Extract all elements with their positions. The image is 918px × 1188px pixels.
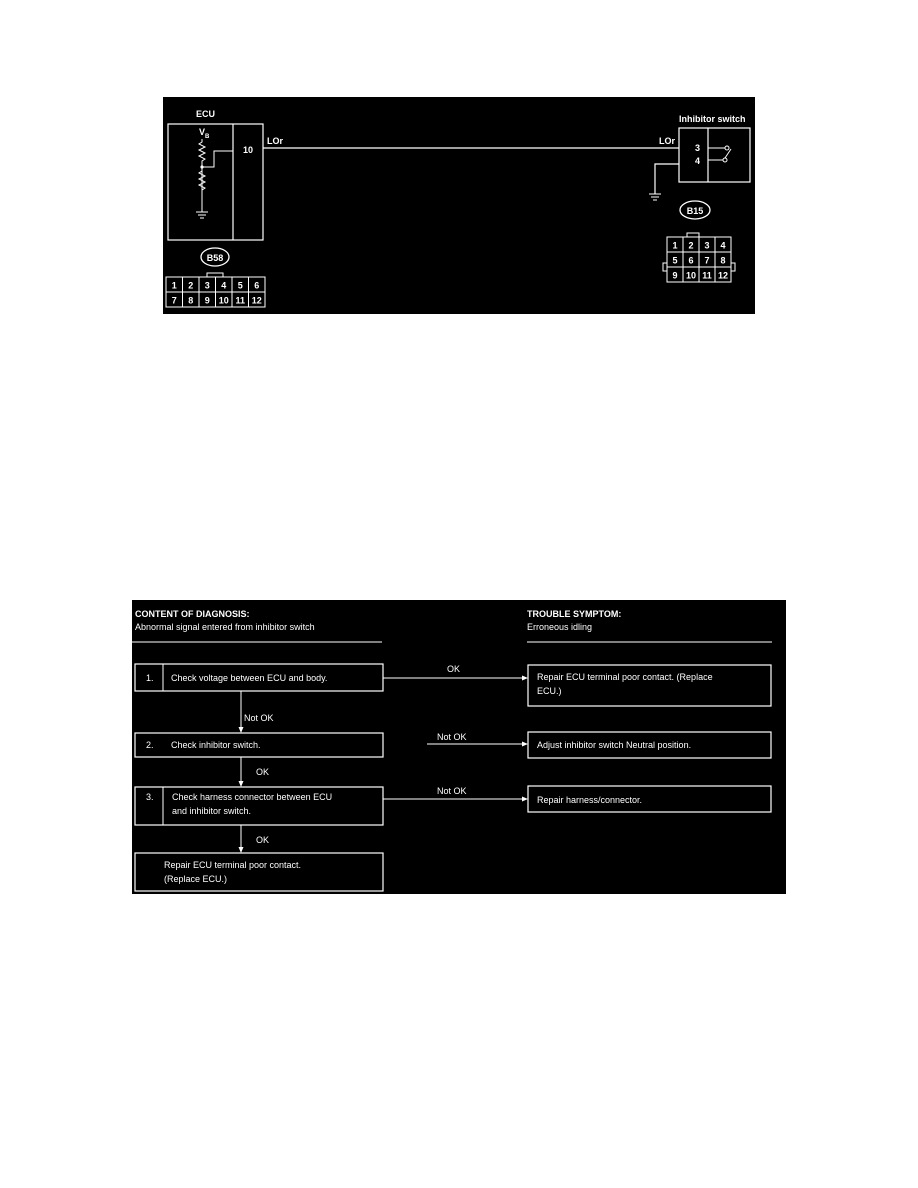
connector-b58-name: B58 bbox=[206, 253, 224, 263]
switch-pin-4: 4 bbox=[695, 156, 701, 166]
switch-contact-icon bbox=[708, 146, 731, 162]
branch-label: Not OK bbox=[437, 786, 467, 796]
switch-pin-3: 3 bbox=[695, 143, 701, 153]
connector-pin-number: 2 bbox=[188, 280, 194, 291]
arrow-down bbox=[239, 825, 244, 853]
symptom-heading: TROUBLE SYMPTOM: bbox=[527, 609, 622, 619]
connector-pin-number: 3 bbox=[204, 280, 210, 291]
wiring-diagram-panel bbox=[163, 97, 755, 314]
connector-pin-number: 4 bbox=[221, 280, 227, 291]
diagnosis-flowchart bbox=[132, 600, 786, 894]
final-text: (Replace ECU.) bbox=[164, 874, 228, 884]
connector-pin-number: 7 bbox=[704, 255, 710, 266]
connector-pin-number: 1 bbox=[171, 280, 177, 291]
step-number: 3. bbox=[146, 792, 154, 802]
down-label: OK bbox=[256, 767, 270, 777]
ecu-label: ECU bbox=[196, 109, 216, 119]
connector-pin-number: 12 bbox=[717, 270, 729, 281]
connector-pin-number: 5 bbox=[237, 280, 243, 291]
arrow-right bbox=[427, 742, 528, 747]
connector-pin-number: 1 bbox=[672, 240, 678, 251]
arrow-right bbox=[383, 676, 528, 681]
connector-pin-number: 10 bbox=[218, 295, 229, 306]
connector-pin-number: 9 bbox=[204, 295, 210, 306]
connector-b15-name: B15 bbox=[686, 206, 704, 216]
switch-label: Inhibitor switch bbox=[679, 114, 746, 124]
step-box-2 bbox=[135, 733, 383, 757]
branch-label: Not OK bbox=[437, 732, 467, 742]
connector-pin-number: 9 bbox=[672, 270, 678, 281]
connector-b58 bbox=[166, 273, 265, 307]
symptom-text: Erroneous idling bbox=[527, 622, 593, 632]
final-text: Repair ECU terminal poor contact. bbox=[164, 860, 302, 870]
step-box-1 bbox=[135, 664, 383, 691]
connector-pin-number: 11 bbox=[702, 270, 712, 281]
result-box-2 bbox=[528, 732, 771, 758]
step-text: and inhibitor switch. bbox=[172, 806, 252, 816]
connector-pin-number: 11 bbox=[235, 295, 246, 306]
result-box-1 bbox=[528, 665, 771, 706]
connector-pin-number: 6 bbox=[688, 255, 694, 266]
connector-b15 bbox=[663, 233, 735, 282]
down-label: OK bbox=[256, 835, 270, 845]
wire-color-right: LOr bbox=[659, 136, 676, 146]
step-number: 1. bbox=[146, 673, 154, 683]
ecu-box bbox=[168, 124, 263, 240]
wire-color-left: LOr bbox=[267, 136, 284, 146]
wiring-diagram bbox=[163, 97, 755, 314]
connector-pin-number: 3 bbox=[704, 240, 710, 251]
connector-pin-number: 6 bbox=[254, 280, 260, 291]
connector-pin-number: 4 bbox=[720, 240, 726, 251]
arrow-down bbox=[239, 691, 244, 733]
ecu-pin-label: 10 bbox=[243, 145, 254, 155]
connector-pin-number: 8 bbox=[188, 295, 194, 306]
connector-pin-number: 2 bbox=[688, 240, 694, 251]
step-box-3 bbox=[135, 787, 383, 825]
connector-pin-number: 7 bbox=[171, 295, 177, 306]
ground-icon bbox=[196, 212, 208, 218]
result-text: Repair ECU terminal poor contact. (Replace bbox=[537, 672, 713, 682]
step-text: Check inhibitor switch. bbox=[171, 740, 261, 750]
step-number: 2. bbox=[146, 740, 154, 750]
step-text: Check harness connector between ECU bbox=[172, 792, 333, 802]
connector-pin-number: 8 bbox=[720, 255, 726, 266]
result-text: ECU.) bbox=[537, 686, 562, 696]
arrow-down bbox=[239, 757, 244, 787]
switch-box bbox=[679, 128, 750, 182]
connector-pin-number: 12 bbox=[251, 295, 262, 306]
arrow-right bbox=[383, 797, 528, 802]
content-text: Abnormal signal entered from inhibitor switch bbox=[135, 622, 315, 632]
ground-icon bbox=[649, 194, 661, 200]
result-text: Repair harness/connector. bbox=[537, 795, 643, 805]
down-label: Not OK bbox=[244, 713, 274, 723]
diagnosis-flowchart-panel bbox=[132, 600, 786, 894]
result-box-3 bbox=[528, 786, 771, 812]
result-text: Adjust inhibitor switch Neutral position. bbox=[537, 740, 692, 750]
vb-label: $V_B$ bbox=[199, 127, 210, 140]
branch-label: OK bbox=[447, 664, 461, 674]
step-text: Check voltage between ECU and body. bbox=[171, 673, 328, 683]
content-heading: CONTENT OF DIAGNOSIS: bbox=[135, 609, 250, 619]
connector-pin-number: 5 bbox=[672, 255, 678, 266]
final-box bbox=[135, 853, 383, 891]
connector-pin-number: 10 bbox=[685, 270, 697, 281]
